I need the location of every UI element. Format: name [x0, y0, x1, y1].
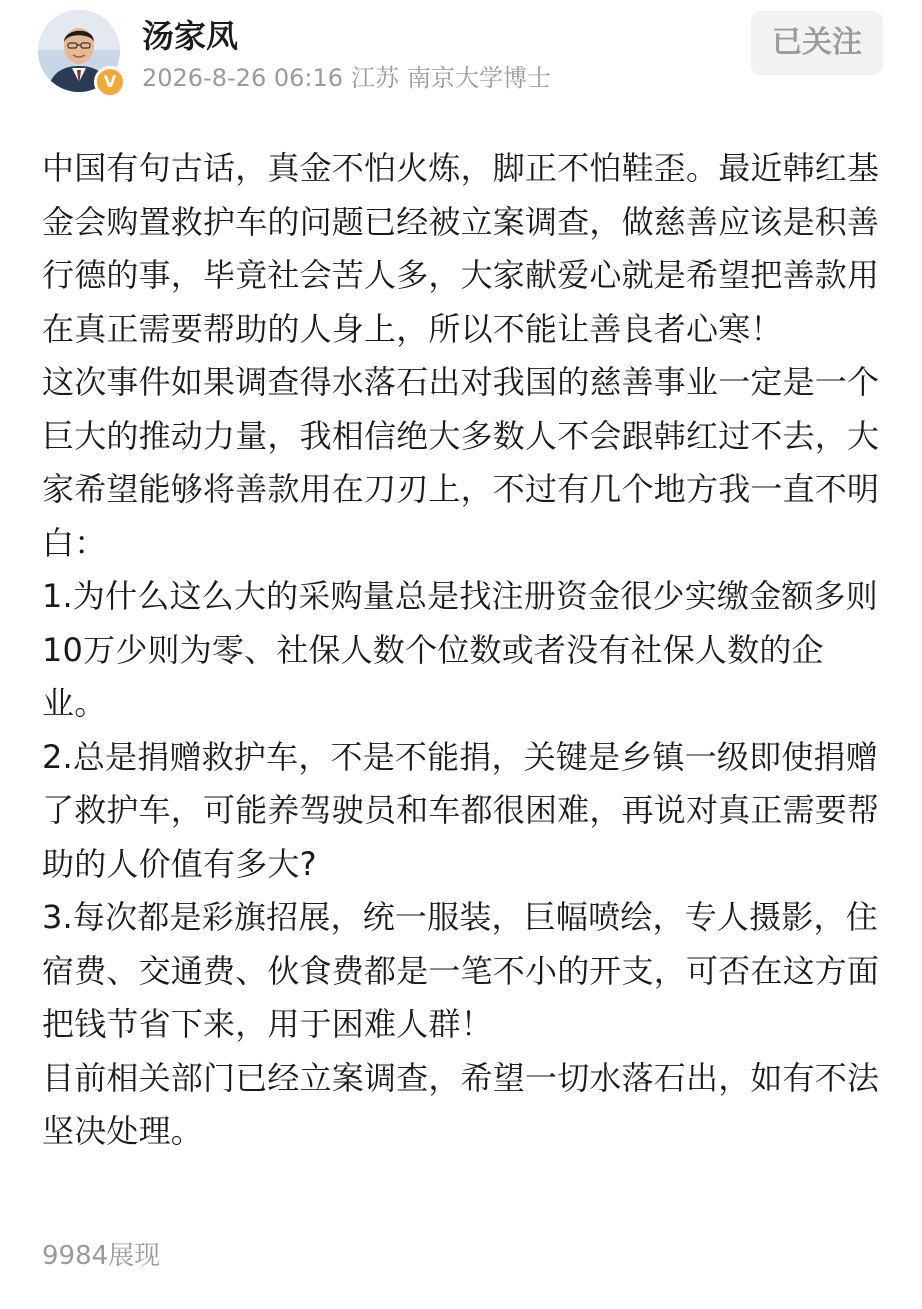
author-title: 南京大学博士 [407, 64, 551, 92]
author-name[interactable]: 汤家凤 [142, 17, 239, 55]
post-content [42, 142, 882, 1159]
post-timestamp: 2026-8-26 06:16 [142, 64, 343, 92]
post-paragraph: 中国有句古话，真金不怕火炼，脚正不怕鞋歪。最近韩红基金会购置救护车的问题已经被立案调查，做慈善应该是积善行德的事，毕竟社会苦人多，大家献爱心就是希望把善款用在真正需要帮助的人身上，所以不能让善良者心寒！ [42, 149, 880, 348]
post-paragraph: 2.总是捐赠救护车，不是不能捐，关键是乡镇一级即使捐赠了救护车，可能养驾驶员和车都很困难，再说对真正需要帮助的人价值有多大? [42, 737, 880, 883]
verified-badge-icon: V [94, 66, 126, 98]
post-paragraph: 目前相关部门已经立案调查，希望一切水落石出，如有不法坚决处理。 [42, 1058, 880, 1150]
post-paragraph: 这次事件如果调查得水落石出对我国的慈善事业一定是一个巨大的推动力量，我相信绝大多数人不会跟韩红过不去，大家希望能够将善款用在刀刃上，不过有几个地方我一直不明白： [42, 363, 880, 562]
post-header [0, 0, 922, 120]
follow-button[interactable]: 已关注 [751, 11, 883, 75]
post-paragraph: 3.每次都是彩旗招展，统一服装，巨幅喷绘，专人摄影，住宿费、交通费、伙食费都是一笔不小的开支，可否在这方面把钱节省下来，用于困难人群！ [42, 898, 880, 1043]
post-paragraph: 1.为什么这么大的采购量总是找注册资金很少实缴金额多则10万少则为零、社保人数个位数或者没有社保人数的企业。 [42, 577, 878, 722]
post-meta [142, 62, 559, 94]
view-count: 9984展现 [42, 1241, 161, 1271]
post-location: 江苏 [351, 64, 399, 92]
